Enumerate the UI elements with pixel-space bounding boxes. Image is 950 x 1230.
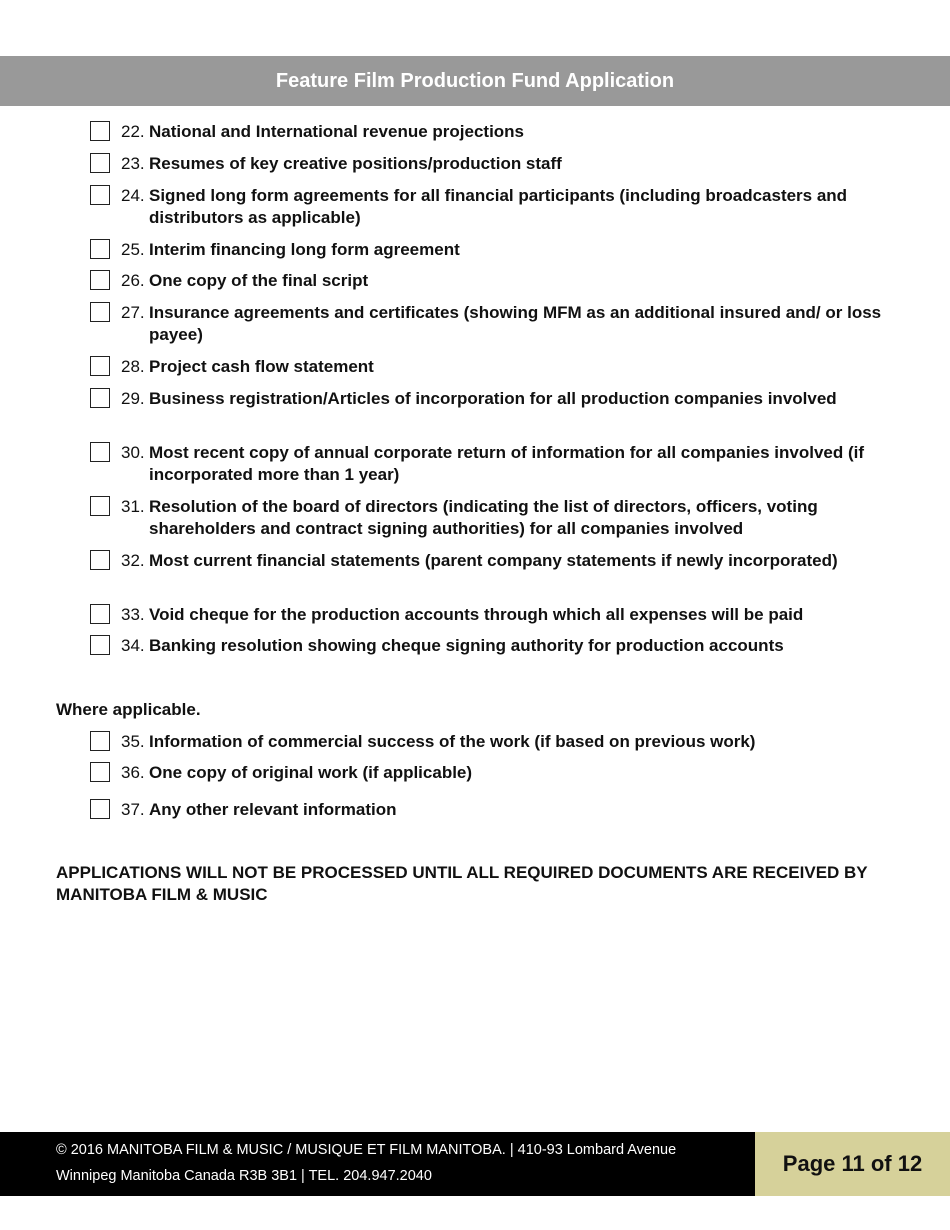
item-number: 29. bbox=[121, 389, 145, 408]
item-text: Any other relevant information bbox=[149, 800, 397, 819]
item-text: Signed long form agreements for all financial participants (including broadcasters and distributors as applicable) bbox=[149, 186, 848, 227]
page-footer bbox=[0, 1132, 950, 1196]
item-text: Information of commercial success of the work (if based on previous work) bbox=[149, 732, 756, 751]
checkbox[interactable] bbox=[90, 121, 110, 141]
item-number: 22. bbox=[121, 122, 145, 141]
footer-contact-line: Winnipeg Manitoba Canada R3B 3B1 | TEL. 204.947.2040 bbox=[56, 1168, 432, 1184]
item-text: Insurance agreements and certificates (showing MFM as an additional insured and/ or loss payee) bbox=[149, 303, 882, 344]
checkbox[interactable] bbox=[90, 799, 110, 819]
checkbox[interactable] bbox=[90, 442, 110, 462]
item-text: Most recent copy of annual corporate return of information for all companies involved (if incorporated more than 1 year) bbox=[149, 443, 865, 484]
item-text: Resolution of the board of directors (indicating the list of directors, officers, voting shareholders and contract signing authorities) for all companies involved bbox=[149, 497, 818, 538]
item-text: Resumes of key creative positions/production staff bbox=[149, 154, 562, 173]
item-text: Project cash flow statement bbox=[149, 357, 374, 376]
checkbox[interactable] bbox=[90, 496, 110, 516]
item-number: 24. bbox=[121, 186, 145, 205]
footer-copyright-line: © 2016 MANITOBA FILM & MUSIC / MUSIQUE ET FILM MANITOBA. | 410-93 Lombard Avenue bbox=[56, 1142, 677, 1158]
checkbox[interactable] bbox=[90, 270, 110, 290]
item-number: 35. bbox=[121, 732, 145, 751]
item-number: 28. bbox=[121, 357, 145, 376]
item-number: 32. bbox=[121, 551, 145, 570]
item-text: One copy of original work (if applicable) bbox=[149, 763, 473, 782]
item-number: 30. bbox=[121, 443, 145, 462]
checkbox[interactable] bbox=[90, 239, 110, 259]
item-text: Interim financing long form agreement bbox=[149, 240, 460, 259]
item-number: 23. bbox=[121, 154, 145, 173]
item-number: 25. bbox=[121, 240, 145, 259]
checkbox[interactable] bbox=[90, 550, 110, 570]
item-text: Void cheque for the production accounts through which all expenses will be paid bbox=[149, 605, 804, 624]
header-title: Feature Film Production Fund Application bbox=[275, 69, 675, 92]
item-text: Most current financial statements (parent company statements if newly incorporated) bbox=[149, 551, 838, 570]
checkbox[interactable] bbox=[90, 388, 110, 408]
item-text: One copy of the final script bbox=[149, 271, 369, 290]
checkbox[interactable] bbox=[90, 185, 110, 205]
item-text: Banking resolution showing cheque signing authority for production accounts bbox=[149, 636, 784, 655]
checkbox[interactable] bbox=[90, 356, 110, 376]
item-number: 27. bbox=[121, 303, 145, 322]
item-text: Business registration/Articles of incorporation for all production companies involved bbox=[149, 389, 837, 408]
checkbox[interactable] bbox=[90, 153, 110, 173]
checkbox[interactable] bbox=[90, 762, 110, 782]
item-number: 34. bbox=[121, 636, 145, 655]
where-applicable-heading: Where applicable. bbox=[56, 700, 201, 719]
page-number-box bbox=[755, 1132, 950, 1196]
item-number: 31. bbox=[121, 497, 145, 516]
page-number: Page 11 of 12 bbox=[782, 1151, 923, 1176]
page-header bbox=[0, 56, 950, 106]
item-number: 37. bbox=[121, 800, 145, 819]
processing-notice: APPLICATIONS WILL NOT BE PROCESSED UNTIL ALL REQUIRED DOCUMENTS ARE RECEIVED BY MANITOBA FILM & MUSIC bbox=[56, 863, 868, 904]
checkbox[interactable] bbox=[90, 635, 110, 655]
item-number: 26. bbox=[121, 271, 145, 290]
checkbox[interactable] bbox=[90, 731, 110, 751]
checkbox[interactable] bbox=[90, 302, 110, 322]
footer-address-block bbox=[0, 1132, 755, 1196]
item-number: 33. bbox=[121, 605, 145, 624]
item-number: 36. bbox=[121, 763, 145, 782]
checkbox[interactable] bbox=[90, 604, 110, 624]
item-text: National and International revenue projections bbox=[149, 122, 525, 141]
